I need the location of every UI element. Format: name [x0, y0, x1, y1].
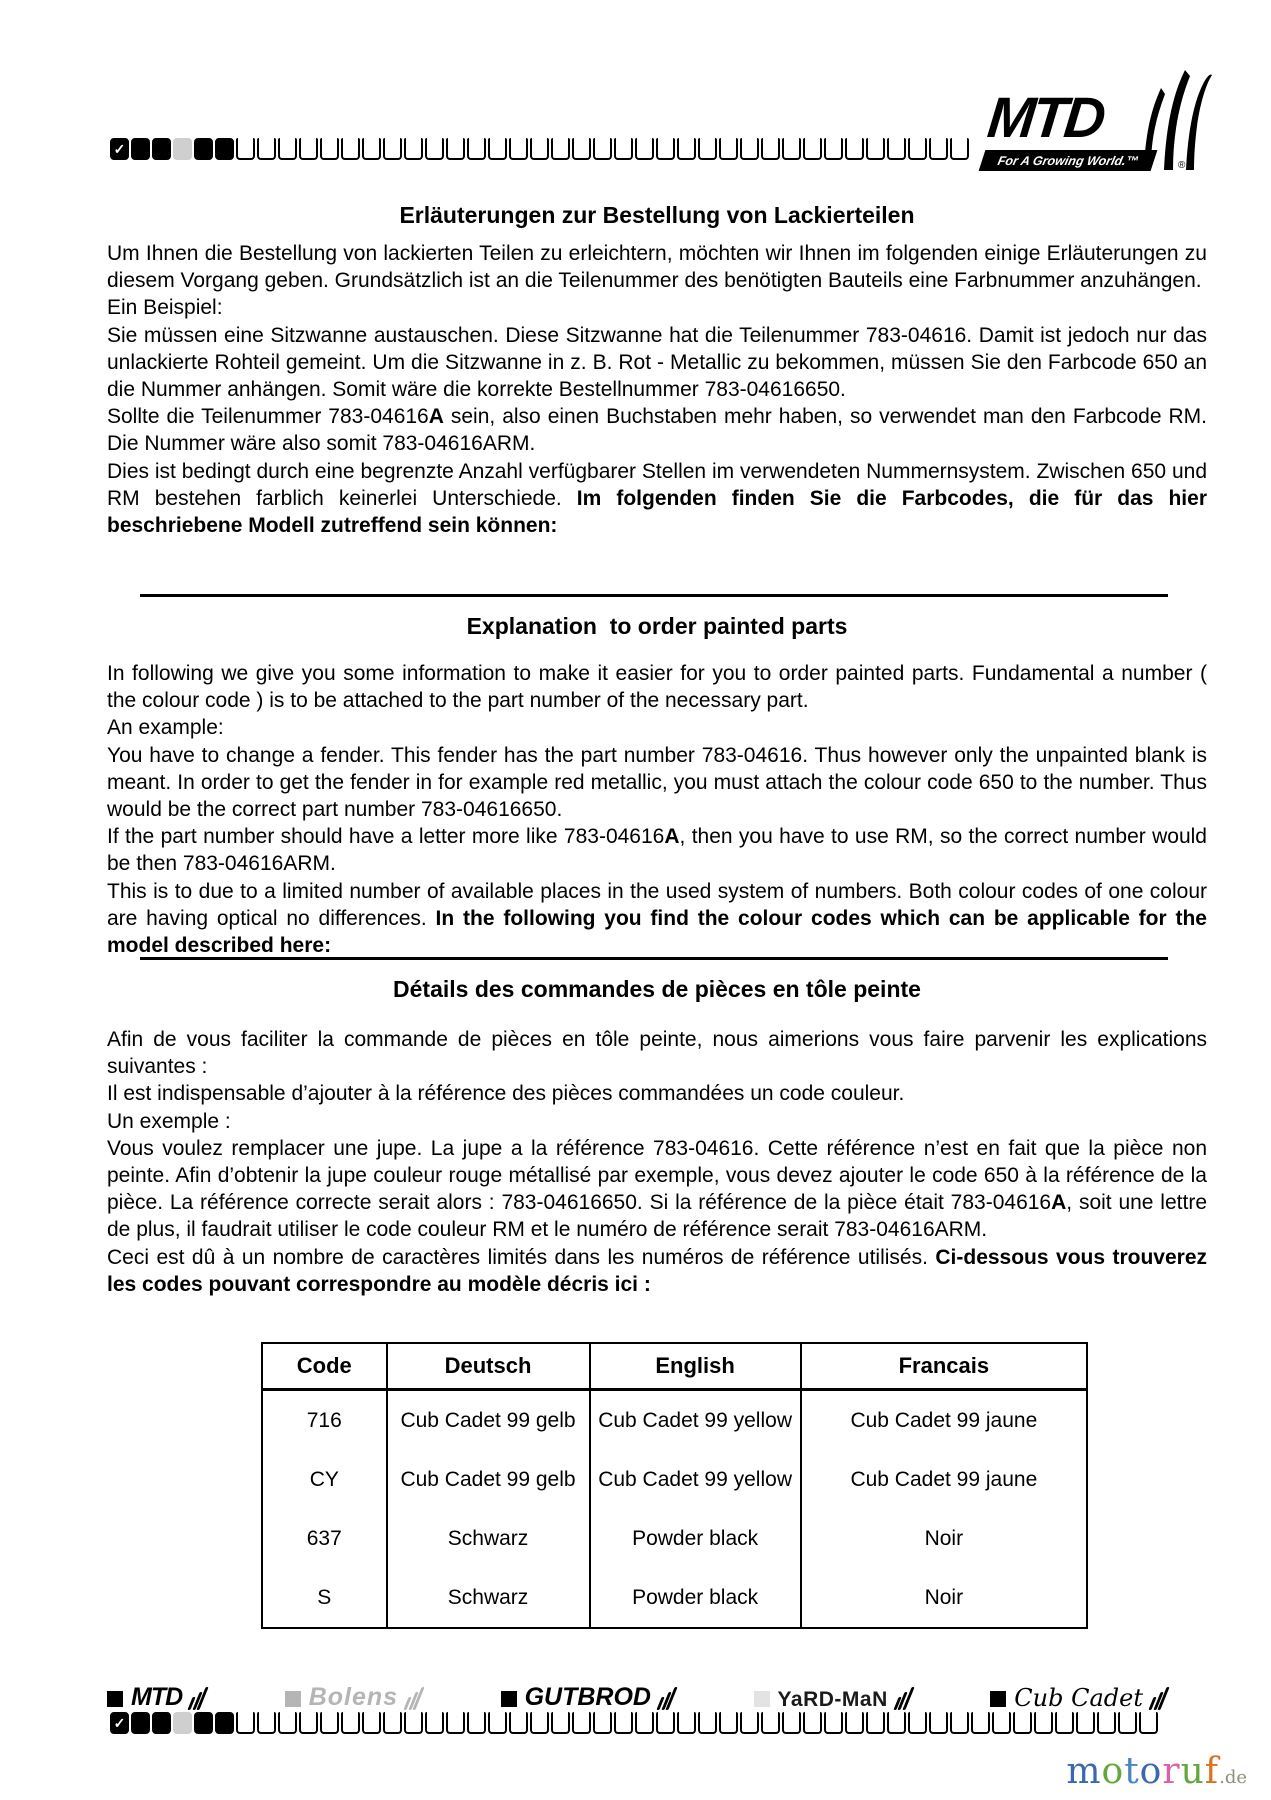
empty-square [593, 1712, 612, 1734]
cell-francais: Noir [801, 1509, 1087, 1568]
watermark-letter: f [1204, 1751, 1220, 1792]
paragraph [107, 878, 1207, 960]
brand-bolens [285, 1685, 420, 1710]
empty-square [656, 1712, 675, 1734]
empty-square [740, 138, 759, 160]
filled-square [215, 138, 234, 160]
text-run: You have to change a fender. This fender has the part number 783-04616. Thus however only the unpainted blank is meant. In order to get the fender in for example red metallic, you must attach the colour code 650 to the number. Thus would be the correct part number 783-04616650. [107, 743, 1207, 822]
empty-square [467, 138, 486, 160]
text-run: This is to due to a limited number of available places in the used system of numbers. Both colour codes of one colour are having optical no differences. [107, 879, 1207, 930]
watermark-letter: t [1124, 1751, 1140, 1792]
cell-english: Powder black [590, 1509, 801, 1568]
empty-square [761, 138, 780, 160]
empty-square [236, 1712, 255, 1734]
text-run: Il est indispensable d’ajouter à la référence des pièces commandées un code couleur. [107, 1082, 905, 1106]
empty-square [635, 138, 654, 160]
footer-brand-logos [107, 1680, 1165, 1710]
empty-square [530, 138, 549, 160]
cell-code: CY [262, 1450, 387, 1509]
cell-francais: Cub Cadet 99 jaune [801, 1450, 1087, 1509]
grass-blades-icon [406, 1686, 420, 1710]
cell-english: Cub Cadet 99 yellow [590, 1450, 801, 1509]
empty-square [425, 138, 444, 160]
empty-square [1097, 1712, 1116, 1734]
empty-square [929, 138, 948, 160]
brand-label: GUTBROD [524, 1683, 651, 1711]
french-section [107, 1026, 1207, 1298]
column-header-code: Code [262, 1343, 387, 1390]
text-run: , soit une lettre de plus, il faudrait utiliser le code couleur RM et le numéro de référence serait 783-04616ARM. [107, 1191, 1207, 1242]
empty-square [1139, 1712, 1158, 1734]
cell-code: S [262, 1568, 387, 1628]
cell-english: Powder black [590, 1568, 801, 1628]
cell-francais: Noir [801, 1568, 1087, 1628]
mtd-logo [978, 64, 1218, 176]
colour-code-table [261, 1342, 1088, 1629]
empty-square [1118, 1712, 1137, 1734]
paragraph [107, 458, 1207, 540]
empty-square [299, 138, 318, 160]
empty-square [635, 1712, 654, 1734]
empty-square [677, 138, 696, 160]
empty-square [383, 1712, 402, 1734]
empty-square [257, 1712, 276, 1734]
faded-square [173, 138, 192, 160]
grass-blades-icon [1151, 1686, 1165, 1710]
empty-square [761, 1712, 780, 1734]
empty-square [992, 1712, 1011, 1734]
filled-square [194, 138, 213, 160]
paragraph [107, 714, 1207, 741]
cell-deutsch: Schwarz [387, 1509, 590, 1568]
brand-label: Bolens [308, 1683, 399, 1711]
german-section [107, 240, 1207, 539]
text-run: Vous voulez remplacer une jupe. La jupe a la référence 783-04616. Cette référence n’est en fait que la pièce non peinte. Afin d’obtenir la jupe couleur rouge métallisé par exemple, vous devez ajouter le code 650 à la référence de la pièce. La référence correcte serait alors : 783-04616650. Si la référence de la pièce était 783-04616 [107, 1136, 1207, 1215]
empty-square [299, 1712, 318, 1734]
cell-deutsch: Cub Cadet 99 gelb [387, 1450, 590, 1509]
section-divider-line [140, 957, 1168, 960]
cell-english: Cub Cadet 99 yellow [590, 1390, 801, 1451]
paragraph [107, 240, 1207, 294]
cell-code: 637 [262, 1509, 387, 1568]
cell-code: 716 [262, 1390, 387, 1451]
filled-square [194, 1712, 213, 1734]
brand-square-icon [990, 1691, 1006, 1707]
grass-blades-icon [896, 1686, 910, 1710]
checked-square: ✓ [110, 138, 129, 160]
empty-square [1076, 1712, 1095, 1734]
empty-square [488, 138, 507, 160]
empty-square [887, 138, 906, 160]
empty-square [320, 1712, 339, 1734]
section-divider-line [140, 594, 1168, 597]
paragraph [107, 823, 1207, 877]
empty-square [1034, 1712, 1053, 1734]
empty-square [593, 138, 612, 160]
empty-square [698, 1712, 717, 1734]
empty-square [971, 1712, 990, 1734]
brand-yardman [754, 1686, 910, 1710]
paragraph [107, 742, 1207, 824]
column-header-francais: Francais [801, 1343, 1087, 1390]
empty-square [929, 1712, 948, 1734]
empty-square [845, 1712, 864, 1734]
grass-blades-icon [190, 1686, 204, 1710]
paragraph [107, 660, 1207, 714]
bold-text-run: Ci-dessous vous trouverez les codes pouvant correspondre au modèle décris ici : [107, 1245, 1207, 1296]
cell-francais: Cub Cadet 99 jaune [801, 1390, 1087, 1451]
empty-square [824, 1712, 843, 1734]
empty-square [1055, 1712, 1074, 1734]
paragraph [107, 1026, 1207, 1080]
watermark-suffix: .de [1219, 1767, 1247, 1788]
text-run: Afin de vous faciliter la commande de pièces en tôle peinte, nous aimerions vous faire parvenir les explications suivantes : [107, 1028, 1207, 1079]
text-run: Ein Beispiel: [107, 296, 223, 320]
empty-square [467, 1712, 486, 1734]
empty-square [803, 1712, 822, 1734]
brand-label: YaRD-MaN [777, 1688, 888, 1711]
empty-square [950, 1712, 969, 1734]
empty-square [866, 138, 885, 160]
filled-square [215, 1712, 234, 1734]
brand-cubcadet [990, 1686, 1165, 1710]
empty-square [341, 1712, 360, 1734]
empty-square [824, 138, 843, 160]
text-run: sein, also einen Buchstaben mehr haben, so verwendet man den Farbcode RM. Die Nummer wäre also somit 783-04616ARM. [107, 405, 1208, 456]
filled-square [131, 138, 150, 160]
empty-square [362, 138, 381, 160]
brand-label: MTD [131, 1683, 183, 1711]
empty-square [509, 138, 528, 160]
empty-square [278, 138, 297, 160]
registered-trademark: ® [1178, 160, 1186, 171]
brand-square-icon [107, 1691, 123, 1707]
empty-square [530, 1712, 549, 1734]
filled-square [131, 1712, 150, 1734]
empty-square [425, 1712, 444, 1734]
empty-square [698, 138, 717, 160]
text-run: Sollte die Teilenummer 783-04616 [107, 405, 429, 429]
empty-square [572, 1712, 591, 1734]
empty-square [404, 138, 423, 160]
faded-square [173, 1712, 192, 1734]
empty-square [656, 138, 675, 160]
grass-blades-icon [659, 1686, 673, 1710]
empty-square [341, 138, 360, 160]
table-row [262, 1390, 1087, 1451]
mtd-logo-tagline: For A Growing World.™ [996, 153, 1140, 168]
empty-square [719, 1712, 738, 1734]
empty-square [257, 138, 276, 160]
text-run: If the part number should have a letter more like 783-04616 [107, 825, 665, 849]
empty-square [908, 1712, 927, 1734]
text-run: Ceci est dû à un nombre de caractères limités dans les numéros de référence utilisés. [107, 1245, 936, 1269]
empty-square [551, 138, 570, 160]
empty-square [866, 1712, 885, 1734]
empty-square [509, 1712, 528, 1734]
brand-mtd [107, 1685, 204, 1710]
empty-square [803, 138, 822, 160]
brand-square-icon [501, 1691, 517, 1707]
bold-text-run: A [1051, 1191, 1067, 1215]
empty-square [551, 1712, 570, 1734]
watermark-letter: u [1180, 1751, 1205, 1792]
paragraph [107, 1080, 1207, 1107]
empty-square [614, 138, 633, 160]
paragraph [107, 322, 1207, 404]
brand-square-icon [754, 1691, 770, 1707]
brand-gutbrod [501, 1685, 673, 1710]
text-run: Um Ihnen die Bestellung von lackierten Teilen zu erleichtern, möchten wir Ihnen im folgenden einige Erläuterungen zu diesem Vorgang geben. Grundsätzlich ist an die Teilenummer des benötigten Bauteils eine Farbnummer anzuhängen. [107, 242, 1207, 293]
table-row [262, 1509, 1087, 1568]
brand-square-icon [285, 1691, 301, 1707]
empty-square [446, 1712, 465, 1734]
empty-square [950, 138, 969, 160]
paragraph [107, 1108, 1207, 1135]
watermark-letter: o [1139, 1751, 1163, 1792]
paragraph [107, 1244, 1207, 1298]
checked-square: ✓ [110, 1712, 129, 1734]
empty-square [677, 1712, 696, 1734]
cell-deutsch: Schwarz [387, 1568, 590, 1628]
bold-text-run: In the following you find the colour codes which can be applicable for the model described here: [107, 906, 1207, 958]
table-row [262, 1450, 1087, 1509]
watermark-letter: m [1066, 1751, 1102, 1792]
bottom-square-border [110, 1712, 1158, 1734]
watermark-letter: o [1101, 1751, 1125, 1792]
german-title: Erläuterungen zur Bestellung von Lackierteilen [399, 202, 915, 228]
mtd-logo-text: MTD [984, 86, 1106, 150]
watermark-letter: r [1162, 1751, 1181, 1792]
empty-square [782, 138, 801, 160]
empty-square [1013, 1712, 1032, 1734]
empty-square [719, 138, 738, 160]
motoruf-watermark [1066, 1751, 1247, 1792]
grass-blades-icon [1138, 68, 1212, 172]
brand-label: Cub Cadet [1014, 1684, 1143, 1712]
text-run: Un exemple : [107, 1109, 231, 1133]
empty-square [845, 138, 864, 160]
table-header-row [262, 1343, 1087, 1390]
empty-square [614, 1712, 633, 1734]
paragraph [107, 403, 1207, 457]
empty-square [740, 1712, 759, 1734]
empty-square [908, 138, 927, 160]
english-section [107, 660, 1207, 959]
bold-text-run: A [428, 405, 444, 429]
empty-square [362, 1712, 381, 1734]
empty-square [404, 1712, 423, 1734]
cell-deutsch: Cub Cadet 99 gelb [387, 1390, 590, 1451]
empty-square [488, 1712, 507, 1734]
table-row [262, 1568, 1087, 1628]
bold-text-run: A [664, 825, 680, 849]
text-run: Sie müssen eine Sitzwanne austauschen. Diese Sitzwanne hat die Teilenummer 783-04616. Damit ist jedoch nur das unlackierte Rohteil gemeint. Um die Sitzwanne in z. B. Rot - Metallic zu bekommen, müssen Sie den Farbcode 650 an die Nummer anhängen. Somit wäre die korrekte Bestellnummer 783-04616650. [107, 323, 1207, 402]
text-run: , then you have to use RM, so the correct number would be then 783-04616ARM. [107, 825, 1207, 876]
empty-square [278, 1712, 297, 1734]
bold-text-run: Im folgenden finden Sie die Farbcodes, die für das hier beschriebene Modell zutreffend sein können: [107, 486, 1207, 538]
filled-square [152, 138, 171, 160]
empty-square [383, 138, 402, 160]
empty-square [446, 138, 465, 160]
column-header-english: English [590, 1343, 801, 1390]
watermark-letters [1066, 1751, 1219, 1792]
empty-square [320, 138, 339, 160]
text-run: Dies ist bedingt durch eine begrenzte Anzahl verfügbarer Stellen im verwendeten Nummernsystem. Zwischen 650 und RM bestehen farblich keinerlei Unterschiede. [107, 459, 1207, 510]
english-title: Explanation to order painted parts [466, 613, 848, 639]
paragraph [107, 294, 1207, 321]
paragraph [107, 1135, 1207, 1244]
mtd-logo-tagline-bar [979, 150, 1158, 171]
text-run: An example: [107, 716, 224, 740]
empty-square [782, 1712, 801, 1734]
text-run: In following we give you some information to make it easier for you to order painted parts. Fundamental a number ( the colour code ) is to be attached to the part number of the necessary part. [107, 662, 1207, 713]
empty-square [887, 1712, 906, 1734]
top-square-border [110, 138, 969, 160]
french-title: Détails des commandes de pièces en tôle peinte [393, 976, 921, 1002]
empty-square [236, 138, 255, 160]
empty-square [572, 138, 591, 160]
column-header-deutsch: Deutsch [387, 1343, 590, 1390]
filled-square [152, 1712, 171, 1734]
